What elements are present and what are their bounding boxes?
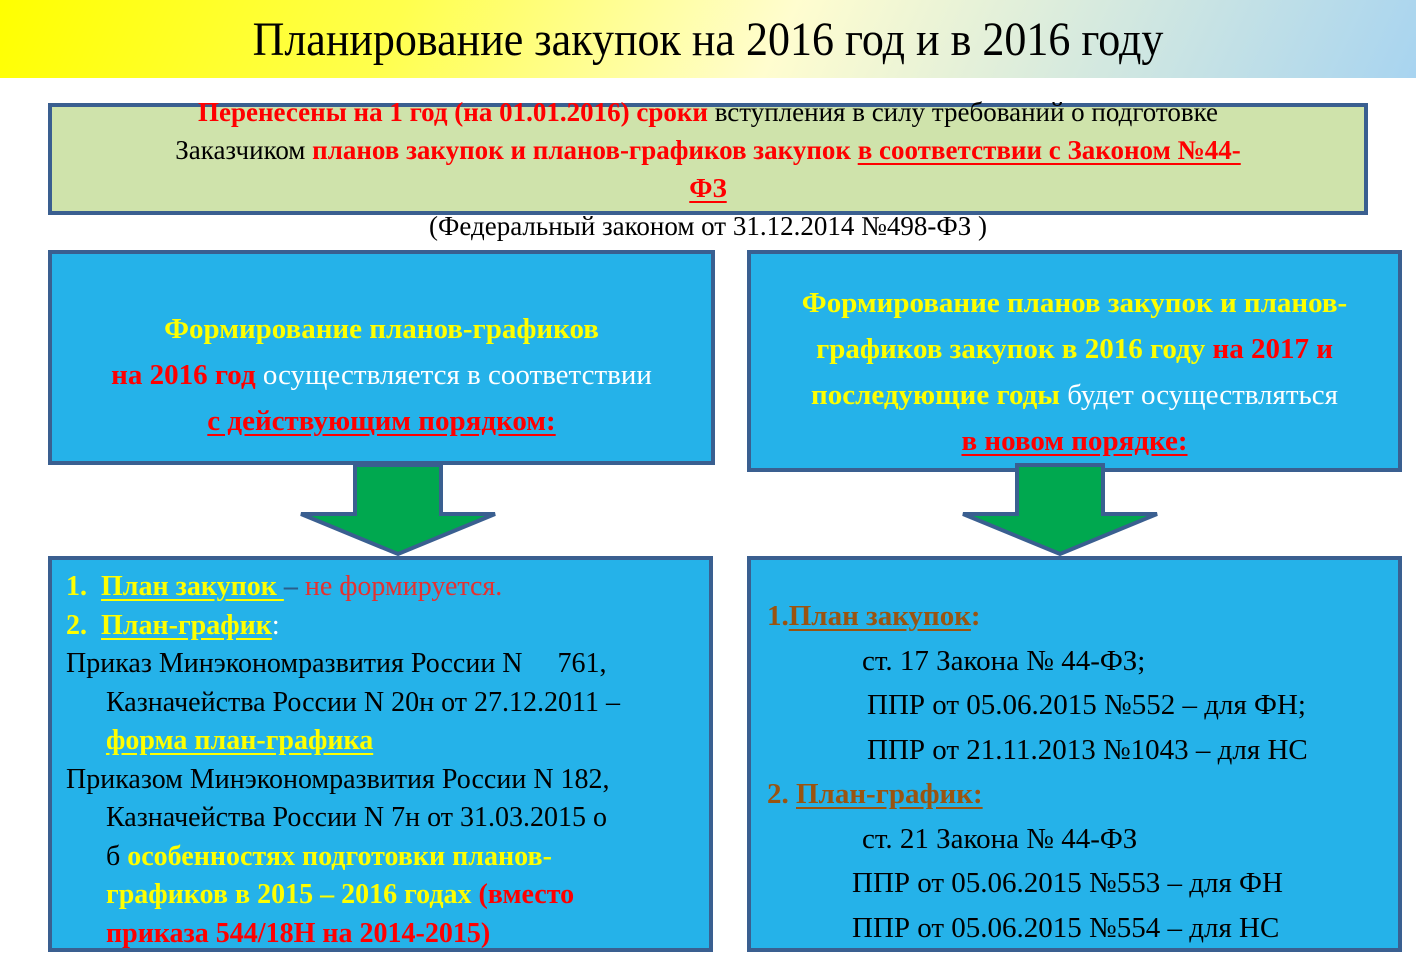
text-segment: на 2016 год (111, 359, 256, 391)
text-line (751, 372, 1398, 418)
text-segment: ППР от 05.06.2015 №553 – для ФН (852, 867, 1283, 899)
text-line (767, 861, 1398, 906)
text-line (52, 398, 711, 444)
text-segment: : (271, 609, 280, 641)
text-line (66, 645, 709, 684)
text-line (767, 817, 1398, 862)
text-segment: – (283, 571, 305, 602)
text-segment: планов закупок и планов-графиков закупок (312, 135, 858, 165)
text-segment: приказа 544/18Н на 2014-2015) (106, 917, 491, 949)
text-segment: План-график (101, 609, 272, 641)
text-segment: в соответствии с Законом №44- (857, 135, 1241, 165)
text-line (52, 131, 1364, 169)
text-line (66, 722, 709, 761)
text-segment: План закупок (101, 571, 284, 602)
text-segment: будет осуществляться (1067, 379, 1338, 411)
text-line (66, 838, 709, 877)
text-segment: графиков в 2015 – 2016 годах (106, 879, 479, 910)
text-segment: Казначейства России N 7н от 31.03.2015 о (106, 802, 607, 833)
text-line (767, 906, 1398, 951)
text-segment: 2. (66, 609, 101, 641)
text-line (66, 568, 709, 607)
text-segment: (вместо (478, 879, 575, 910)
text-segment: (Федеральный законом от 31.12.2014 №498-ФЗ ) (429, 211, 987, 241)
plany-2017-box (747, 250, 1402, 472)
text-line (767, 728, 1398, 773)
text-line (66, 799, 709, 838)
text-segment: План закупок (788, 600, 971, 632)
text-segment: на 2017 и (1212, 333, 1333, 365)
text-segment: графиков закупок в 2016 году (816, 333, 1213, 365)
text-segment: последующие годы (811, 379, 1068, 411)
text-line (751, 326, 1398, 372)
plany-2017-text (751, 280, 1398, 464)
text-line (66, 915, 709, 954)
text-segment: 1. (767, 600, 789, 632)
text-line (52, 93, 1364, 131)
text-segment: ст. 17 Закона № 44-ФЗ; (862, 644, 1146, 677)
slide-title: Планирование закупок на 2016 год и в 2016 году (252, 12, 1164, 66)
text-line (52, 169, 1364, 207)
text-segment: вступления в силу требований о подготовке (714, 97, 1218, 127)
new-order-details-text (767, 594, 1398, 950)
text-segment: Заказчиком (175, 135, 313, 165)
text-segment: Казначейства России N 20н от 27.12.2011 – (106, 686, 620, 718)
text-segment: осуществляется в соответствии (255, 359, 652, 391)
text-segment: ФЗ (689, 173, 727, 203)
plan-grafik-2016-box (48, 250, 715, 465)
text-segment: 1. (66, 571, 101, 602)
text-segment: Приказ Минэкономразвития России N 761, (66, 648, 607, 679)
text-segment: особенностях подготовки планов- (127, 840, 552, 872)
text-segment: Формирование планов закупок и планов- (801, 287, 1348, 319)
text-line (52, 306, 711, 352)
text-line (751, 280, 1398, 326)
text-line (66, 684, 709, 723)
current-order-details-box (48, 556, 713, 952)
text-line (751, 418, 1398, 464)
text-segment: с действующим порядком: (207, 405, 556, 437)
plan-grafik-2016-text (52, 306, 711, 444)
text-segment: в новом порядке: (961, 425, 1188, 457)
text-segment: ст. 21 Закона № 44-ФЗ (862, 822, 1138, 855)
current-order-details-text (66, 568, 709, 953)
down-arrow-icon (298, 463, 498, 557)
text-segment: ППР от 05.06.2015 №552 – для ФН; (867, 689, 1306, 721)
text-segment: форма план-графика (106, 725, 374, 756)
text-line (66, 876, 709, 915)
text-line (767, 639, 1398, 684)
text-line (52, 352, 711, 398)
intro-text (52, 93, 1364, 245)
text-line (767, 683, 1398, 728)
text-segment: ППР от 05.06.2015 №554 – для НС (852, 911, 1280, 944)
text-segment: б (106, 840, 128, 872)
text-segment: ППР от 21.11.2013 №1043 – для НС (867, 733, 1308, 766)
title-banner (0, 0, 1416, 78)
text-segment: 2. (767, 778, 796, 810)
text-segment: : (970, 600, 981, 632)
text-line (66, 761, 709, 800)
text-segment: Формирование планов-графиков (164, 313, 599, 345)
text-line (767, 772, 1398, 817)
text-segment: План-график: (796, 778, 983, 810)
text-line (767, 594, 1398, 639)
text-line (52, 207, 1364, 245)
text-segment: Приказом Минэкономразвития России N 182, (66, 763, 610, 795)
text-line (66, 607, 709, 646)
down-arrow-icon (960, 463, 1160, 557)
text-segment: не формируется. (304, 571, 503, 602)
text-segment: Перенесены на 1 год (на 01.01.2016) сроки (197, 97, 715, 127)
intro-box (48, 97, 1368, 241)
new-order-details-box (747, 556, 1402, 952)
